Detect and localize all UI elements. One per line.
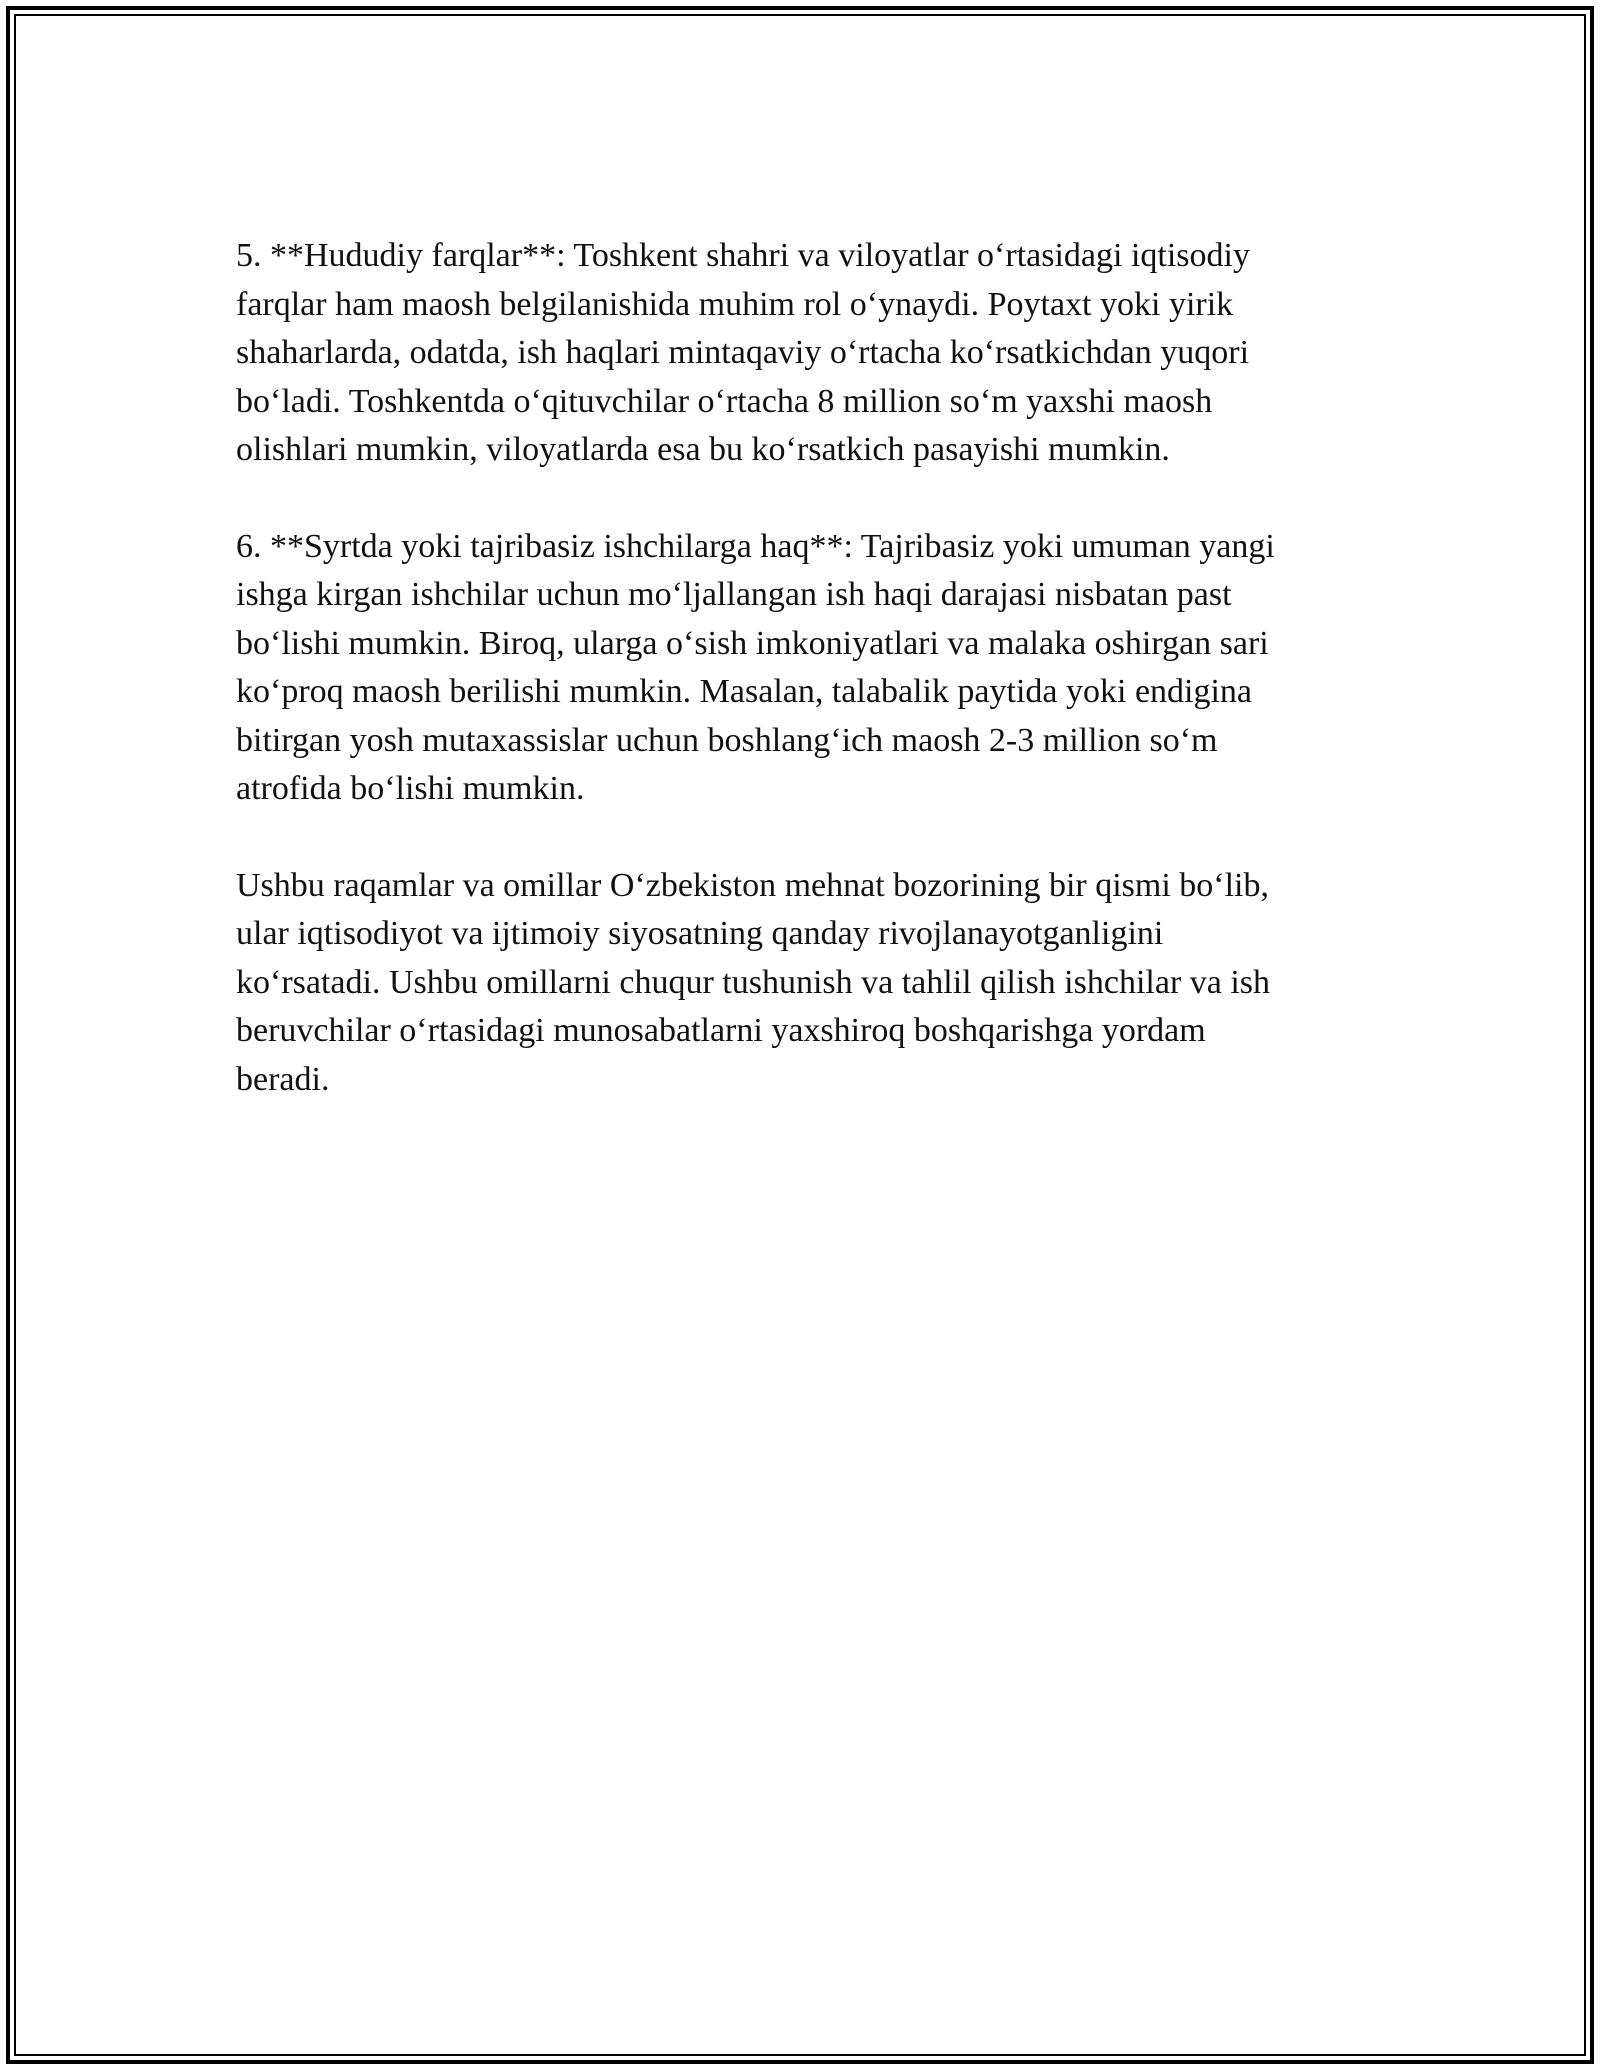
text-line: bo‘ladi. Toshkentda o‘qituvchilar o‘rtacha 8 million so‘m yaxshi maosh (236, 382, 1213, 420)
text-line: 6. **Syrtda yoki tajribasiz ishchilarga haq**: Tajribasiz yoki umuman yangi (236, 527, 1275, 565)
text-line: ishga kirgan ishchilar uchun mo‘ljallangan ish haqi darajasi nisbatan past (236, 576, 1232, 613)
paragraph-regional-differences (236, 232, 1386, 475)
text-line: 5. **Hududiy farqlar**: Toshkent shahri va viloyatlar o‘rtasidagi iqtisodiy (236, 237, 1250, 274)
text-line: bo‘lishi mumkin. Biroq, ularga o‘sish imkoniyatlari va malaka oshirgan sari (236, 624, 1269, 662)
text-line: beruvchilar o‘rtasidagi munosabatlarni yaxshiroq boshqarishga yordam (236, 1012, 1206, 1049)
text-line: shaharlarda, odatda, ish haqlari mintaqaviy o‘rtacha ko‘rsatkichdan yuqori (236, 334, 1250, 371)
text-line: ko‘rsatadi. Ushbu omillarni chuqur tushunish va tahlil qilish ishchilar va ish (236, 963, 1271, 1001)
document-body (236, 232, 1386, 1152)
text-line: beradi. (236, 1060, 330, 1098)
text-line: olishlari mumkin, viloyatlarda esa bu ko‘rsatkich pasayishi mumkin. (236, 431, 1170, 468)
text-line: ular iqtisodiyot va ijtimoiy siyosatning qanday rivojlanayotganligini (236, 915, 1164, 952)
text-line: farqlar ham maosh belgilanishida muhim rol o‘ynaydi. Poytaxt yoki yirik (236, 285, 1234, 323)
text-line: Ushbu raqamlar va omillar O‘zbekiston mehnat bozorining bir qismi bo‘lib, (236, 866, 1269, 904)
text-line: ko‘proq maosh berilishi mumkin. Masalan, talabalik paytida yoki endigina (236, 673, 1253, 710)
text-line: atrofida bo‘lishi mumkin. (236, 770, 585, 807)
paragraph-inexperienced-workers (236, 523, 1386, 814)
paragraph-conclusion (236, 862, 1386, 1105)
text-line: bitirgan yosh mutaxassislar uchun boshlang‘ich maosh 2-3 million so‘m (236, 721, 1218, 759)
